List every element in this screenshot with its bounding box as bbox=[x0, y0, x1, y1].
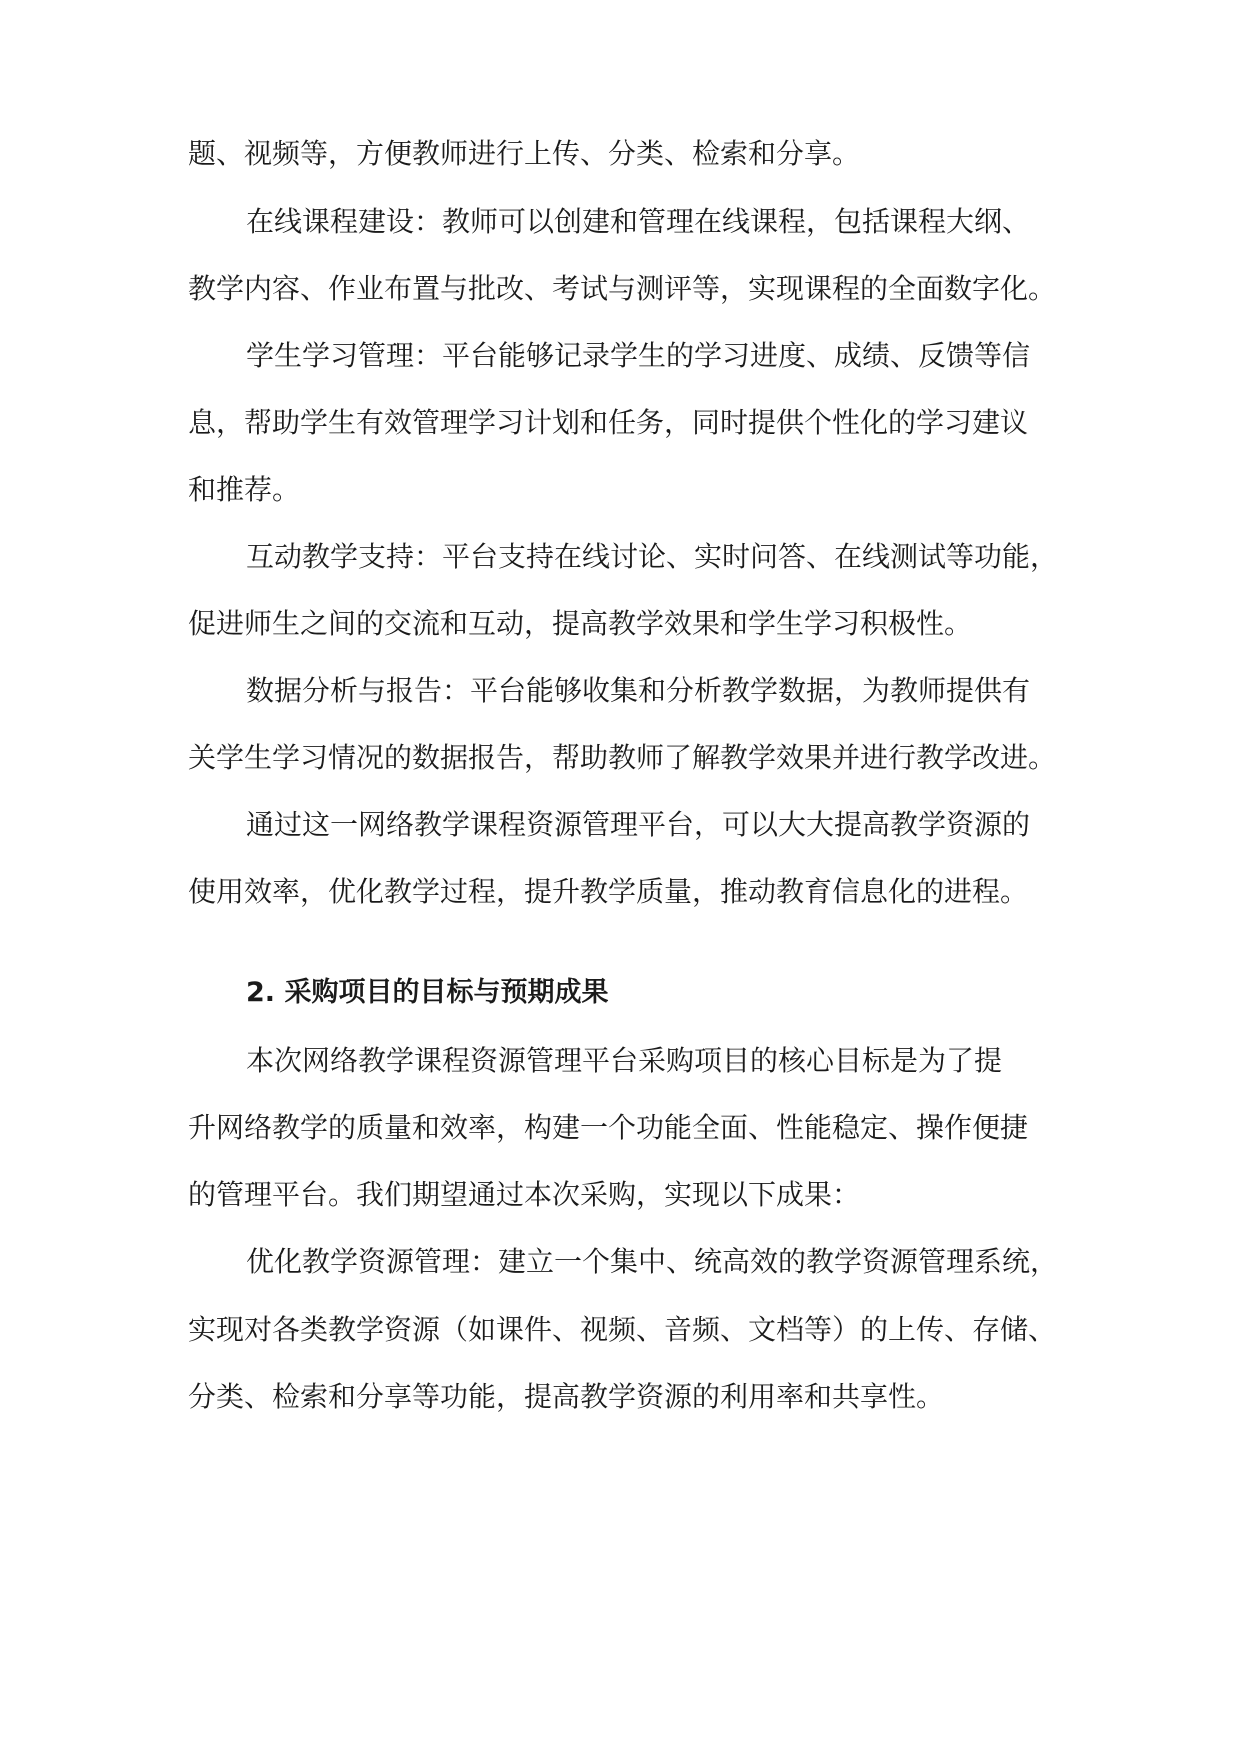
section-heading: 2. 采购项目的目标与预期成果 bbox=[246, 977, 609, 1008]
paragraph-line: 使用效率，优化教学过程，提升教学质量，推动教育信息化的进程。 bbox=[188, 875, 1029, 908]
paragraph-line: 息，帮助学生有效管理学习计划和任务，同时提供个性化的学习建议 bbox=[188, 406, 1029, 439]
paragraph-line: 本次网络教学课程资源管理平台采购项目的核心目标是为了提 bbox=[246, 1044, 1003, 1077]
paragraph-line: 关学生学习情况的数据报告，帮助教师了解教学效果并进行教学改进。 bbox=[188, 741, 1057, 774]
paragraph-line: 互动教学支持：平台支持在线讨论、实时问答、在线测试等功能， bbox=[246, 540, 1059, 573]
paragraph-line: 和推荐。 bbox=[188, 473, 301, 506]
paragraph-line: 升网络教学的质量和效率，构建一个功能全面、性能稳定、操作便捷 bbox=[188, 1111, 1029, 1144]
paragraph-line: 分类、检索和分享等功能，提高教学资源的利用率和共享性。 bbox=[188, 1380, 945, 1413]
paragraph-line: 学生学习管理：平台能够记录学生的学习进度、成绩、反馈等信 bbox=[246, 339, 1031, 372]
paragraph-line: 教学内容、作业布置与批改、考试与测评等，实现课程的全面数字化。 bbox=[188, 272, 1057, 305]
paragraph-line: 优化教学资源管理：建立一个集中、统高效的教学资源管理系统， bbox=[246, 1245, 1059, 1278]
paragraph-line: 促进师生之间的交流和互动，提高教学效果和学生学习积极性。 bbox=[188, 607, 973, 640]
paragraph-line: 的管理平台。我们期望通过本次采购，实现以下成果： bbox=[188, 1178, 861, 1211]
paragraph-line: 题、视频等，方便教师进行上传、分类、检索和分享。 bbox=[188, 137, 861, 170]
paragraph-line: 数据分析与报告：平台能够收集和分析教学数据，为教师提供有 bbox=[246, 674, 1031, 707]
paragraph-line: 通过这一网络教学课程资源管理平台，可以大大提高教学资源的 bbox=[246, 808, 1031, 841]
paragraph-line: 实现对各类教学资源（如课件、视频、音频、文档等）的上传、存储、 bbox=[188, 1313, 1057, 1346]
paragraph-line: 在线课程建设：教师可以创建和管理在线课程，包括课程大纲、 bbox=[246, 205, 1031, 238]
